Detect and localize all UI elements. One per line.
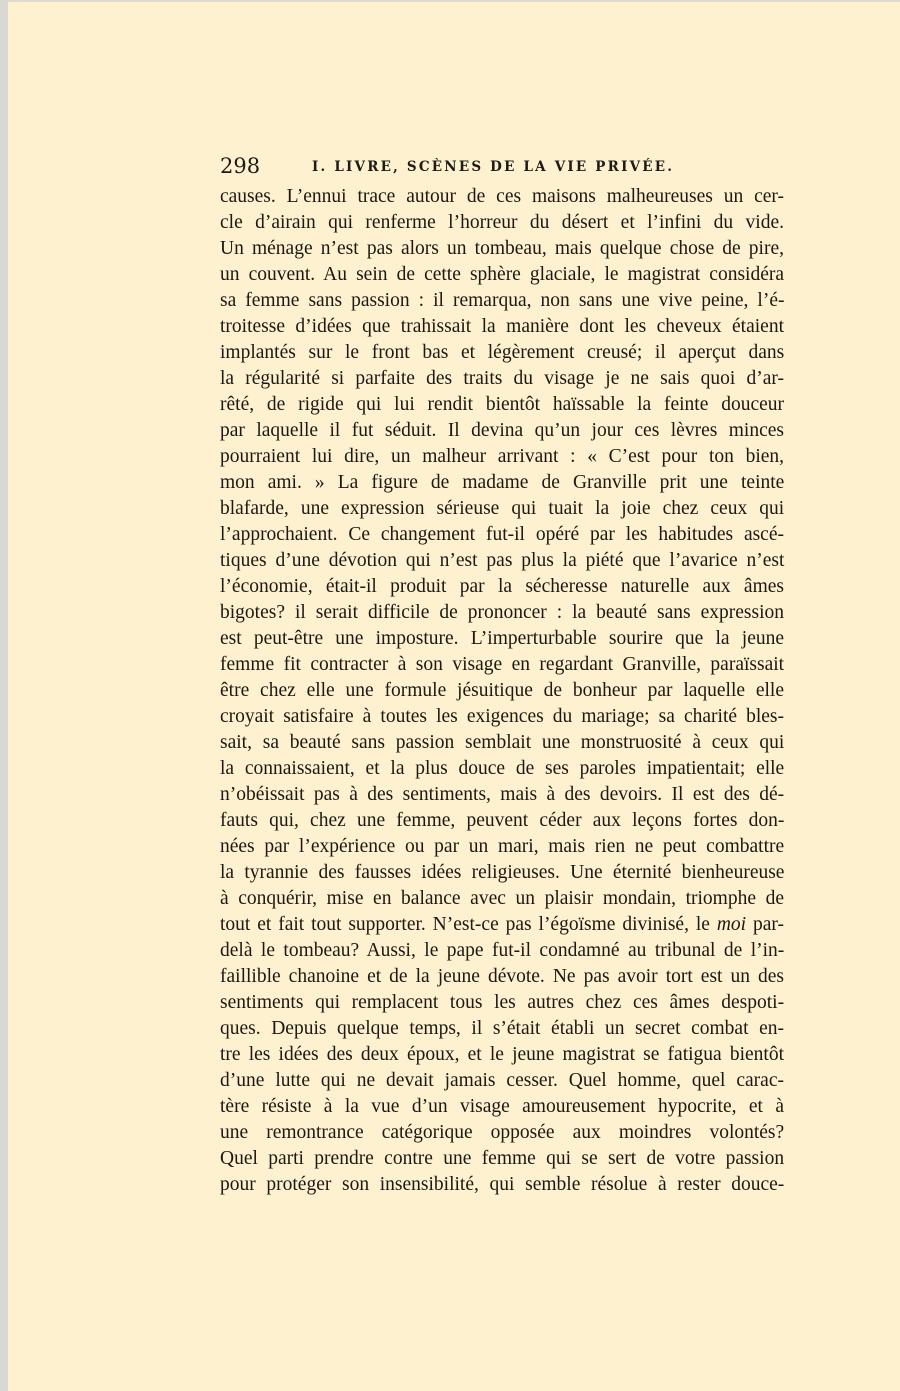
text-segment: par- [746, 914, 784, 935]
text-line: causes. L’ennui trace autour de ces maisons malheureuses un cer- [220, 186, 785, 207]
text-line: la régularité si parfaite des traits du visage je ne sais quoi d’ar- [220, 368, 784, 389]
text-line: sait, sa beauté sans passion semblait une monstruosité à ceux qui [220, 732, 785, 753]
text-line: ques. Depuis quelque temps, il s’était établi un secret combat en- [220, 1018, 784, 1039]
text-segment: tout et fait tout supporter. N’est-ce pas l’égoïsme divinisé, le [220, 914, 717, 935]
scan-left-edge [0, 0, 8, 1391]
text-line: blafarde, une expression sérieuse qui tuait la joie chez ceux qui [220, 498, 785, 519]
text-line: n’obéissait pas à des sentiments, mais à des devoirs. Il est des dé- [220, 784, 785, 805]
text-line: croyait satisfaire à toutes les exigences du mariage; sa charité bles- [220, 706, 784, 727]
text-line: nées par l’expérience ou par un mari, mais rien ne peut combattre [220, 836, 785, 857]
text-line: tiques d’une dévotion qui n’est pas plus la piété que l’avarice n’est [220, 550, 785, 571]
body-text [220, 184, 784, 1198]
text-line: implantés sur le front bas et légèrement creusé; il aperçut dans [220, 342, 785, 363]
text-line: bigotes? il serait difficile de prononcer : la beauté sans expression [220, 602, 784, 623]
text-line: faillible chanoine et de la jeune dévote. Ne pas avoir tort est un des [220, 966, 785, 987]
text-line: pourraient lui dire, un malheur arrivant : « C’est pour ton bien, [220, 446, 785, 467]
text-line: mon ami. » La figure de madame de Granville prit une teinte [220, 472, 785, 493]
text-line: delà le tombeau? Aussi, le pape fut-il condamné au tribunal de l’in- [220, 940, 785, 961]
text-line: sentiments qui remplacent tous les autres chez ces âmes despoti- [220, 992, 785, 1013]
text-line: Quel parti prendre contre une femme qui se sert de votre passion [220, 1148, 785, 1169]
text-line: Un ménage n’est pas alors un tombeau, mais quelque chose de pire, [220, 238, 784, 259]
text-line: d’une lutte qui ne devait jamais cesser. Quel homme, quel carac- [220, 1070, 784, 1091]
text-line: à conquérir, mise en balance avec un plaisir mondain, triomphe de [220, 888, 784, 909]
page-header [220, 152, 784, 180]
text-line: rêté, de rigide qui lui rendit bientôt haïssable la feinte douceur [220, 394, 784, 415]
text-line: sa femme sans passion : il remarqua, non sans une vive peine, l’é- [220, 290, 785, 311]
text-line: une remontrance catégorique opposée aux moindres volontés? [220, 1122, 785, 1143]
italic-word: moi [716, 914, 747, 935]
page-number: 298 [220, 154, 261, 178]
text-line: cle d’airain qui renferme l’horreur du désert et l’infini du vide. [220, 212, 784, 233]
text-line: l’économie, était-il produit par la sécheresse naturelle aux âmes [220, 576, 784, 597]
running-title: I. LIVRE, SCÈNES DE LA VIE PRIVÉE. [312, 159, 675, 175]
text-line: tre les idées des deux époux, et le jeune magistrat se fatigua bientôt [220, 1044, 784, 1065]
text-line: l’approchaient. Ce changement fut-il opéré par les habitudes ascé- [220, 524, 784, 545]
text-line: la connaissaient, et la plus douce de ses paroles impatientait; elle [220, 758, 785, 779]
text-line: la tyrannie des fausses idées religieuses. Une éternité bienheureuse [220, 862, 785, 883]
text-line: un couvent. Au sein de cette sphère glaciale, le magistrat considéra [220, 264, 784, 285]
text-line: tère résiste à la vue d’un visage amoureusement hypocrite, et à [220, 1096, 784, 1117]
text-line: fauts qui, chez une femme, peuvent céder aux leçons fortes don- [220, 810, 785, 831]
text-line: par laquelle il fut séduit. Il devina qu’un jour ces lèvres minces [220, 420, 784, 441]
text-line: femme fit contracter à son visage en regardant Granville, paraïssait [220, 654, 785, 675]
text-line: pour protéger son insensibilité, qui semble résolue à rester douce- [220, 1174, 785, 1195]
text-line: troitesse d’idées que trahissait la manière dont les cheveux étaient [220, 316, 784, 337]
text-line-with-italic [220, 912, 784, 938]
text-line: être chez elle une formule jésuitique de bonheur par laquelle elle [220, 680, 784, 701]
text-line: est peut-être une imposture. L’imperturbable sourire que la jeune [220, 628, 784, 649]
